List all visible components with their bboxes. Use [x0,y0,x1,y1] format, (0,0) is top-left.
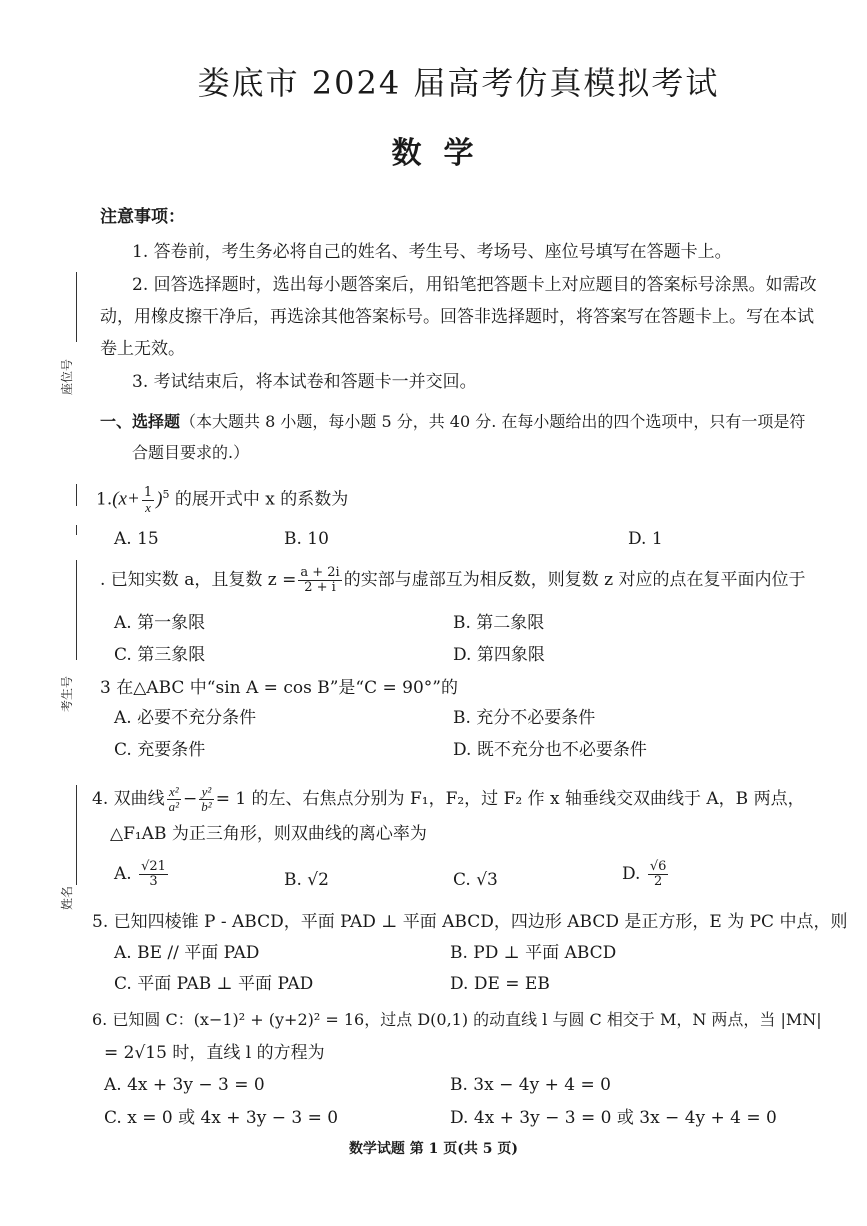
subject-title: 数学 [391,136,496,171]
q4-number: 4. 双曲线 [92,789,165,809]
q1-number: 1. [96,489,113,510]
question-1-stem: 1.(x+ $\frac{1}{x}$ )$^5$ 的展开式中 x 的系数为 [96,484,349,515]
q6-option-a: A. 4x + 3y − 3 = 0 [104,1075,265,1095]
q4-option-b: B. √2 [284,870,329,890]
divider-mark-2 [76,525,77,535]
q4-d-fraction: $\frac{√6}{2}$ [649,859,667,889]
name-line [76,785,77,885]
divider-mark-1 [76,484,77,506]
q1-option-b: B. 10 [284,529,329,549]
q2-option-d: D. 第四象限 [453,645,545,665]
q4-option-d: D. $\frac{√6}{2}$ [622,859,667,889]
section-desc: （本大题共 8 小题，每小题 5 分，共 40 分. 在每小题给出的四个选项中，只有一项是符 [180,412,806,431]
q1-fraction: $\frac{1}{x}$ [143,484,153,515]
q5-option-a: A. BE // 平面 PAD [114,943,260,963]
q2-number: . 已知实数 a，且复数 z = [100,570,297,590]
question-4-stem: 4. 双曲线 $\frac{\text{x²}}{\text{a²}}$ − $\frac{\text{y²}}{\text{b²}}$ = 1 的左、右焦点分别为 F₁，F₂，过 F₂ 作 x 轴垂线交双曲线于 A，B 两点， [92,784,805,814]
q2-option-b: B. 第二象限 [453,613,545,633]
q2-fraction: $\frac{a + 2i}{2 + i}$ [300,565,340,595]
q4-tail: = 1 的左、右焦点分别为 F₁，F₂，过 F₂ 作 x 轴垂线交双曲线于 A，B 两点， [215,789,805,809]
seat-line [76,272,77,342]
q4-a-fraction: $\frac{√21}{3}$ [141,859,166,889]
question-5-stem: 5. 已知四棱锥 P - ABCD，平面 PAD ⊥ 平面 ABCD，四边形 ABCD 是正方形，E 为 PC 中点，则 [92,912,848,932]
question-6-line2: = 2√15 时，直线 l 的方程为 [104,1043,325,1063]
q4-frac-y: $\frac{\text{y²}}{\text{b²}}$ [201,784,212,814]
q2-option-c: C. 第三象限 [114,645,206,665]
question-2-stem [100,566,805,595]
q3-option-d: D. 既不充分也不必要条件 [453,740,647,760]
notes-heading: 注意事项： [100,207,185,227]
q5-option-b: B. PD ⊥ 平面 ABCD [450,943,617,963]
q3-option-a: A. 必要不充分条件 [114,708,257,728]
exam-no-line [76,560,77,660]
q4-option-a: A. $\frac{√21}{3}$ [114,859,166,889]
q6-option-d: D. 4x + 3y − 3 = 0 或 3x − 4y + 4 = 0 [450,1108,777,1128]
q3-option-b: B. 充分不必要条件 [453,708,596,728]
question-4-line2: △F₁AB 为正三角形，则双曲线的离心率为 [110,824,427,844]
q1-expression: (x+ [112,488,140,510]
note-item-3: 3. 考试结束后，将本试卷和答题卡一并交回。 [132,372,477,392]
seat-label: 座位号 [60,358,74,395]
q4-frac-x: $\frac{\text{x²}}{\text{a²}}$ [168,784,180,814]
q6-option-b: B. 3x − 4y + 4 = 0 [450,1075,611,1095]
question-6-stem: 6. 已知圆 C：(x−1)² + (y+2)² = 16，过点 D(0,1) 的动直线 l 与圆 C 相交于 M，N 两点，当 |MN| [92,1010,822,1029]
q1-option-d: D. 1 [628,529,663,549]
q1-option-a: A. 15 [114,529,159,549]
exam-title: 娄底市 2024 届高考仿真模拟考试 [197,64,720,102]
q2-option-a: A. 第一象限 [114,613,206,633]
q4-option-c: C. √3 [453,870,498,890]
section-title: 一、选择题 [100,412,181,431]
q5-option-c: C. 平面 PAB ⊥ 平面 PAD [114,974,314,994]
name-label: 姓名 [60,885,74,910]
q1-tail: 的展开式中 x 的系数为 [174,489,349,510]
q5-option-d: D. DE = EB [450,974,550,994]
q3-option-c: C. 充要条件 [114,740,206,760]
note-item-1: 1. 答卷前，考生务必将自己的姓名、考生号、考场号、座位号填写在答题卡上。 [132,242,732,262]
note-item-2: 2. 回答选择题时，选出每小题答案后，用铅笔把答题卡上对应题目的答案标号涂黑。如需改 [132,275,817,295]
section-heading [100,410,805,434]
section-desc-cont: 合题目要求的.） [132,443,250,462]
q6-option-c: C. x = 0 或 4x + 3y − 3 = 0 [104,1108,339,1128]
page-footer: 数学试题 第 1 页(共 5 页) [348,1141,519,1157]
q2-tail: 的实部与虚部互为相反数，则复数 z 对应的点在复平面内位于 [343,570,806,590]
note-item-2-cont2: 卷上无效。 [100,339,185,359]
note-item-2-cont: 动，用橡皮擦干净后，再选涂其他答案标号。回答非选择题时，将答案写在答题卡上。写在本试 [100,307,814,327]
question-3-stem: 3 在△ABC 中“sin A = cos B”是“C = 90°”的 [100,678,458,698]
exam-no-label: 考生号 [60,675,74,712]
